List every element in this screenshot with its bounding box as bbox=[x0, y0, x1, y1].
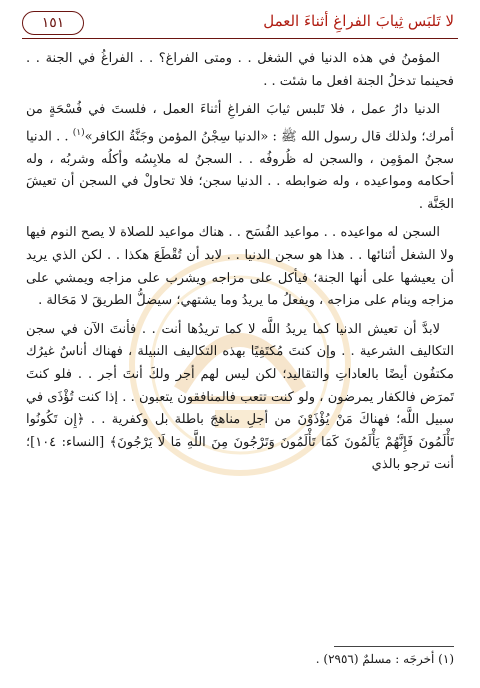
paragraph: المؤمنُ في هذه الدنيا في الشغل . . ومتى الفراغ؟ . . الفراغُ في الجنة . . فحينما تدخلُ الجنة افعل ما شئت . . bbox=[26, 51, 454, 89]
page-number: ١٥١ bbox=[41, 15, 65, 31]
paragraph-text: الدنيا دارُ عمل ، فلا تَلبس ثيابَ الفراغِ أثناءَ العمل ، فلستَ في فُسْحَةٍ من أمرك؛ ولذلك قال رسول الله ﷺ : «الدنيا سِجْنُ المؤمن وجَنَّةُ الكافر» bbox=[26, 102, 454, 145]
paragraph: السجن له مواعيده . . مواعيد الفُسَح . . هناك مواعيد للصلاة لا يصح النوم فيها ولا الشغل أثنائها . . هذا هو سجن الدنيا . . لابد أن تُقْطَعَ هكذا . . لكن الذي يريد أن يعيشها على أنها الجنة؛ فيأكل على مزاجه ويشرب على مزاجه ويمشي على مزاجه وينام على مزاجه ، ويفعلُ ما يريدُ وما يشتهي؛ سيضلُّ الطريقَ لا مَحَالة . bbox=[26, 225, 454, 309]
main-text bbox=[26, 48, 454, 483]
chapter-title: لا تَلبَس ثِيابَ الفراغِ أثناءَ العمل bbox=[263, 12, 454, 30]
footnote: (١) أخرجَه : مسلمٌ (٢٩٥٦) . bbox=[315, 652, 454, 666]
paragraph: لابدَّ أن تعيش الدنيا كما يريدُ اللَّه لا كما تريدُها أنت . . فأنتَ الآن في سجن التكاليف الشرعية . . وإن كنتَ مُكتَفِيًا بهذه التكاليف النبيلة ، فهناك أناسٌ غيرُك مكتفُون أيضًا بالعاداتِ والتقاليد؛ لكن ليس لهم أجر ولكَ أنتَ أجر . . فلو كنتَ تَمرَض فالكفار يمرضون ، ولو كنت تتعب فالمنافقون يتعبون . . إذا كنت تُؤْذَى في سبيل اللَّه؛ فهناكَ مَنْ يُؤْذَوْنَ من أجلِ مناهجَ باطلة بل وكفرية . . ﴿إِن تَكُونُوا تَأْلَمُونَ فَإِنَّهُمْ يَأْلَمُونَ كَمَا تَأْلَمُونَ وَتَرْجُونَ مِنَ اللَّهِ مَا لَا يَرْجُونَ﴾ [النساء: ١٠٤]؛ أنت ترجو بالذي bbox=[26, 321, 454, 473]
running-header bbox=[22, 8, 458, 38]
paragraph bbox=[26, 99, 454, 216]
header-rule bbox=[22, 38, 458, 39]
paragraph-text: . . الدنيا سجنُ المؤمِن ، والسجن له ظُروفُه . . السجنُ له ملابِسُه وأكلُه وشربُه ، وله أحكامه ومواعيده ، وله ضوابطه . . الدنيا سجن؛ فلا تحاولْ في السجن أن تعيشَ الجَنَّة . bbox=[26, 129, 454, 212]
footnote-separator bbox=[334, 646, 454, 647]
footnote-marker: (١) bbox=[72, 127, 85, 138]
page-number-badge bbox=[22, 11, 84, 35]
